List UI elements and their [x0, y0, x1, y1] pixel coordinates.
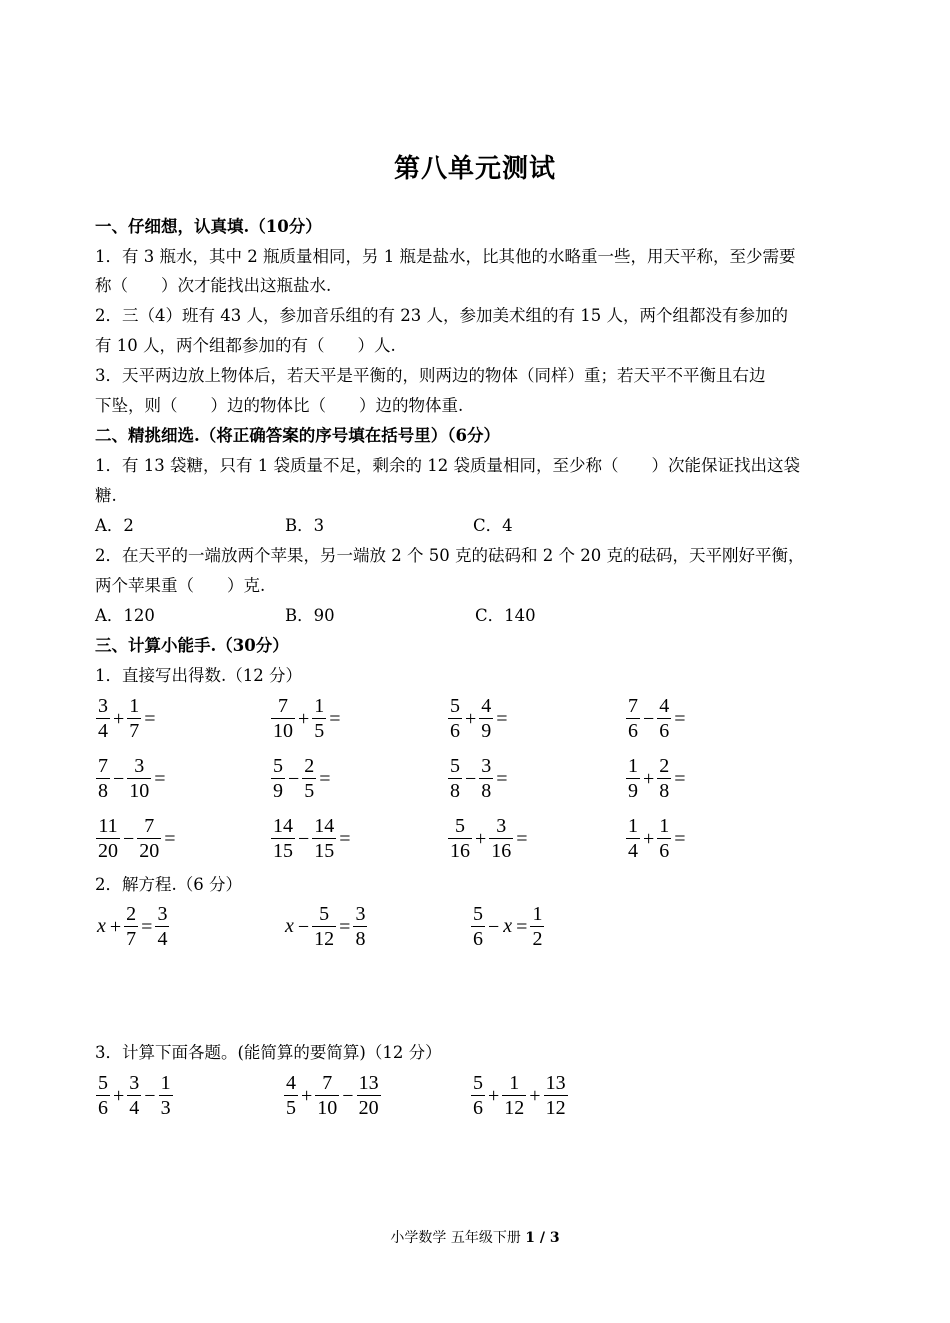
footer-page-number: 1 / 3	[525, 1230, 560, 1246]
operator: =	[144, 707, 156, 730]
denominator: 8	[481, 780, 492, 803]
denominator: 9	[273, 780, 283, 803]
denominator: 16	[491, 840, 512, 863]
numerator: 5	[473, 1072, 483, 1094]
numerator: 3	[481, 755, 492, 777]
sec3-part1-label: 1．直接写出得数.（12 分）	[95, 666, 302, 685]
fraction	[96, 754, 110, 803]
numerator: 13	[358, 1072, 379, 1094]
section-2-heading: 二、精挑细选.（将正确答案的序号填在括号里）（6分）	[95, 426, 500, 445]
operator: −	[123, 827, 135, 850]
denominator: 6	[659, 840, 670, 863]
numerator: 5	[455, 815, 465, 837]
numerator: 2	[304, 755, 315, 777]
section-1-heading: 一、仔细想，认真填.（10分）	[95, 217, 322, 236]
operator: =	[496, 767, 508, 790]
fraction	[502, 1071, 526, 1120]
denominator: 20	[98, 840, 118, 863]
operator: +	[298, 707, 310, 730]
operator: =	[516, 827, 528, 850]
section-3-heading: 三、计算小能手.（30分）	[95, 636, 289, 655]
direct-expression	[95, 694, 158, 743]
sec1-q3-line2: 下坠，则（ ）边的物体比（ ）边的物体重.	[95, 396, 464, 415]
denominator: 4	[628, 840, 638, 863]
direct-expression	[270, 694, 343, 743]
numerator: 3	[157, 903, 168, 925]
fraction	[479, 694, 493, 743]
operator: +	[475, 827, 487, 850]
numerator: 1	[509, 1072, 520, 1094]
simplify-expression	[470, 1071, 569, 1120]
numerator: 11	[98, 815, 118, 837]
numerator: 7	[144, 815, 155, 837]
denominator: 2	[532, 928, 543, 951]
fraction	[312, 902, 336, 951]
operator: =	[319, 767, 331, 790]
fraction	[471, 1071, 485, 1120]
operator: −	[342, 1084, 354, 1107]
fraction	[357, 1071, 381, 1120]
fraction	[302, 754, 316, 803]
variable: x	[503, 915, 513, 938]
denominator: 15	[314, 840, 335, 863]
variable: x	[285, 915, 294, 938]
denominator: 6	[473, 928, 483, 951]
denominator: 4	[157, 928, 168, 951]
fraction	[127, 754, 151, 803]
denominator: 12	[545, 1097, 566, 1120]
denominator: 12	[504, 1097, 525, 1120]
numerator: 3	[496, 815, 507, 837]
fraction	[96, 1071, 110, 1120]
denominator: 5	[304, 780, 315, 803]
sec1-q3-line1: 3．天平两边放上物体后，若天平是平衡的，则两边的物体（同样）重；若天平不平衡且右边	[95, 366, 766, 385]
numerator: 1	[628, 815, 638, 837]
variable: x	[97, 915, 106, 938]
numerator: 7	[278, 695, 288, 717]
direct-expression	[270, 754, 333, 803]
operator: +	[529, 1084, 541, 1107]
numerator: 1	[532, 903, 543, 925]
equation	[470, 902, 545, 951]
fraction	[544, 1071, 568, 1120]
fraction	[271, 694, 295, 743]
numerator: 3	[134, 755, 145, 777]
sec1-q2-line1: 2．三（4）班有 43 人，参加音乐组的有 23 人，参加美术组的有 15 人，两个组都没有参加的	[95, 306, 788, 325]
numerator: 1	[659, 815, 670, 837]
denominator: 6	[98, 1097, 108, 1120]
numerator: 7	[98, 755, 108, 777]
direct-expression	[625, 694, 688, 743]
fraction	[312, 694, 326, 743]
operator: =	[329, 707, 341, 730]
fraction	[626, 754, 640, 803]
direct-expression	[95, 814, 178, 863]
sec2-q1-option-c: C．4	[473, 516, 513, 535]
operator: =	[674, 767, 686, 790]
operator: +	[301, 1084, 313, 1107]
fraction	[271, 754, 285, 803]
fraction	[312, 814, 336, 863]
denominator: 10	[273, 720, 293, 743]
fraction	[471, 902, 485, 951]
operator: +	[465, 707, 477, 730]
operator: =	[516, 915, 528, 938]
direct-expression	[447, 754, 510, 803]
fraction	[448, 754, 462, 803]
numerator: 2	[659, 755, 670, 777]
denominator: 9	[481, 720, 492, 743]
denominator: 6	[473, 1097, 483, 1120]
simplify-expression	[283, 1071, 382, 1120]
page-title: 第八单元测试	[393, 154, 556, 184]
denominator: 7	[129, 720, 140, 743]
sec3-part3-label: 3．计算下面各题。(能简算的要简算)（12 分）	[95, 1043, 442, 1062]
operator: +	[488, 1084, 500, 1107]
operator: =	[674, 827, 686, 850]
sec2-q2-option-b: B．90	[285, 606, 335, 625]
denominator: 20	[358, 1097, 379, 1120]
numerator: 7	[322, 1072, 333, 1094]
denominator: 8	[355, 928, 366, 951]
fraction	[96, 694, 110, 743]
denominator: 15	[273, 840, 293, 863]
fraction	[124, 902, 138, 951]
numerator: 14	[314, 815, 335, 837]
operator: +	[113, 1084, 125, 1107]
numerator: 13	[545, 1072, 566, 1094]
denominator: 6	[628, 720, 638, 743]
operator: −	[297, 915, 310, 938]
denominator: 5	[314, 720, 325, 743]
sec2-q2-line1: 2．在天平的一端放两个苹果，另一端放 2 个 50 克的砝码和 2 个 20 克的砝码，天平刚好平衡，	[95, 546, 805, 565]
operator: =	[141, 915, 153, 938]
sec2-q2-option-a: A．120	[95, 606, 155, 625]
numerator: 2	[126, 903, 137, 925]
direct-expression	[625, 754, 688, 803]
denominator: 4	[129, 1097, 140, 1120]
fraction	[530, 902, 544, 951]
sec1-q2-line2: 有 10 人，两个组都参加的有（ ）人.	[95, 336, 396, 355]
fraction	[127, 694, 141, 743]
denominator: 7	[126, 928, 137, 951]
operator: =	[674, 707, 686, 730]
operator: +	[643, 827, 655, 850]
denominator: 20	[139, 840, 160, 863]
operator: =	[339, 827, 351, 850]
fraction	[155, 902, 169, 951]
numerator: 4	[286, 1072, 296, 1094]
operator: +	[113, 707, 125, 730]
fraction	[657, 754, 671, 803]
operator: −	[113, 767, 125, 790]
operator: −	[465, 767, 477, 790]
sec2-q2-option-c: C．140	[475, 606, 536, 625]
sec2-q1-option-a: A．2	[95, 516, 134, 535]
denominator: 6	[659, 720, 670, 743]
numerator: 5	[450, 755, 460, 777]
numerator: 4	[481, 695, 492, 717]
fraction	[284, 1071, 298, 1120]
operator: −	[298, 827, 310, 850]
numerator: 3	[355, 903, 366, 925]
numerator: 5	[273, 755, 283, 777]
fraction	[159, 1071, 173, 1120]
operator: =	[164, 827, 176, 850]
page-footer	[0, 1227, 950, 1247]
denominator: 12	[314, 928, 335, 951]
operator: =	[339, 915, 351, 938]
fraction	[137, 814, 161, 863]
numerator: 14	[273, 815, 293, 837]
sec1-q1-line1: 1．有 3 瓶水，其中 2 瓶质量相同，另 1 瓶是盐水，比其他的水略重一些，用天平称，至少需要	[95, 247, 796, 266]
footer-subject: 小学数学 五年级下册	[390, 1230, 521, 1246]
fraction	[657, 694, 671, 743]
direct-expression	[95, 754, 168, 803]
numerator: 3	[98, 695, 108, 717]
direct-expression	[270, 814, 353, 863]
fraction	[353, 902, 367, 951]
numerator: 5	[319, 903, 330, 925]
fraction	[489, 814, 513, 863]
numerator: 5	[473, 903, 483, 925]
numerator: 1	[628, 755, 638, 777]
denominator: 16	[450, 840, 470, 863]
sec2-q1-line2: 糖.	[95, 486, 117, 505]
denominator: 8	[659, 780, 670, 803]
denominator: 10	[317, 1097, 338, 1120]
sec1-q1-line2: 称（ ）次才能找出这瓶盐水.	[95, 276, 332, 295]
numerator: 7	[628, 695, 638, 717]
numerator: 1	[129, 695, 140, 717]
sec2-q1-option-b: B．3	[285, 516, 325, 535]
numerator: 3	[129, 1072, 140, 1094]
fraction	[271, 814, 295, 863]
denominator: 8	[450, 780, 460, 803]
numerator: 1	[314, 695, 325, 717]
denominator: 8	[98, 780, 108, 803]
sec3-part2-label: 2．解方程.（6 分）	[95, 875, 242, 894]
fraction	[127, 1071, 141, 1120]
denominator: 9	[628, 780, 638, 803]
denominator: 3	[160, 1097, 171, 1120]
numerator: 5	[450, 695, 460, 717]
operator: +	[643, 767, 655, 790]
operator: −	[488, 915, 500, 938]
fraction	[479, 754, 493, 803]
operator: −	[288, 767, 300, 790]
operator: +	[109, 915, 122, 938]
denominator: 5	[286, 1097, 296, 1120]
direct-expression	[447, 694, 510, 743]
numerator: 5	[98, 1072, 108, 1094]
fraction	[96, 814, 120, 863]
denominator: 10	[129, 780, 150, 803]
fraction	[626, 694, 640, 743]
denominator: 4	[98, 720, 108, 743]
simplify-expression	[95, 1071, 174, 1120]
sec2-q2-line2: 两个苹果重（ ）克.	[95, 576, 266, 595]
operator: =	[496, 707, 508, 730]
equation	[283, 902, 368, 951]
operator: −	[144, 1084, 156, 1107]
fraction	[448, 694, 462, 743]
numerator: 1	[160, 1072, 171, 1094]
direct-expression	[447, 814, 530, 863]
sec2-q1-line1: 1．有 13 袋糖，只有 1 袋质量不足，剩余的 12 袋质量相同，至少称（ ）次能保证找出这袋	[95, 456, 800, 475]
operator: =	[154, 767, 166, 790]
fraction	[448, 814, 472, 863]
operator: −	[643, 707, 655, 730]
fraction	[315, 1071, 339, 1120]
fraction	[626, 814, 640, 863]
fraction	[657, 814, 671, 863]
numerator: 4	[659, 695, 670, 717]
denominator: 6	[450, 720, 460, 743]
direct-expression	[625, 814, 688, 863]
equation	[95, 902, 170, 951]
